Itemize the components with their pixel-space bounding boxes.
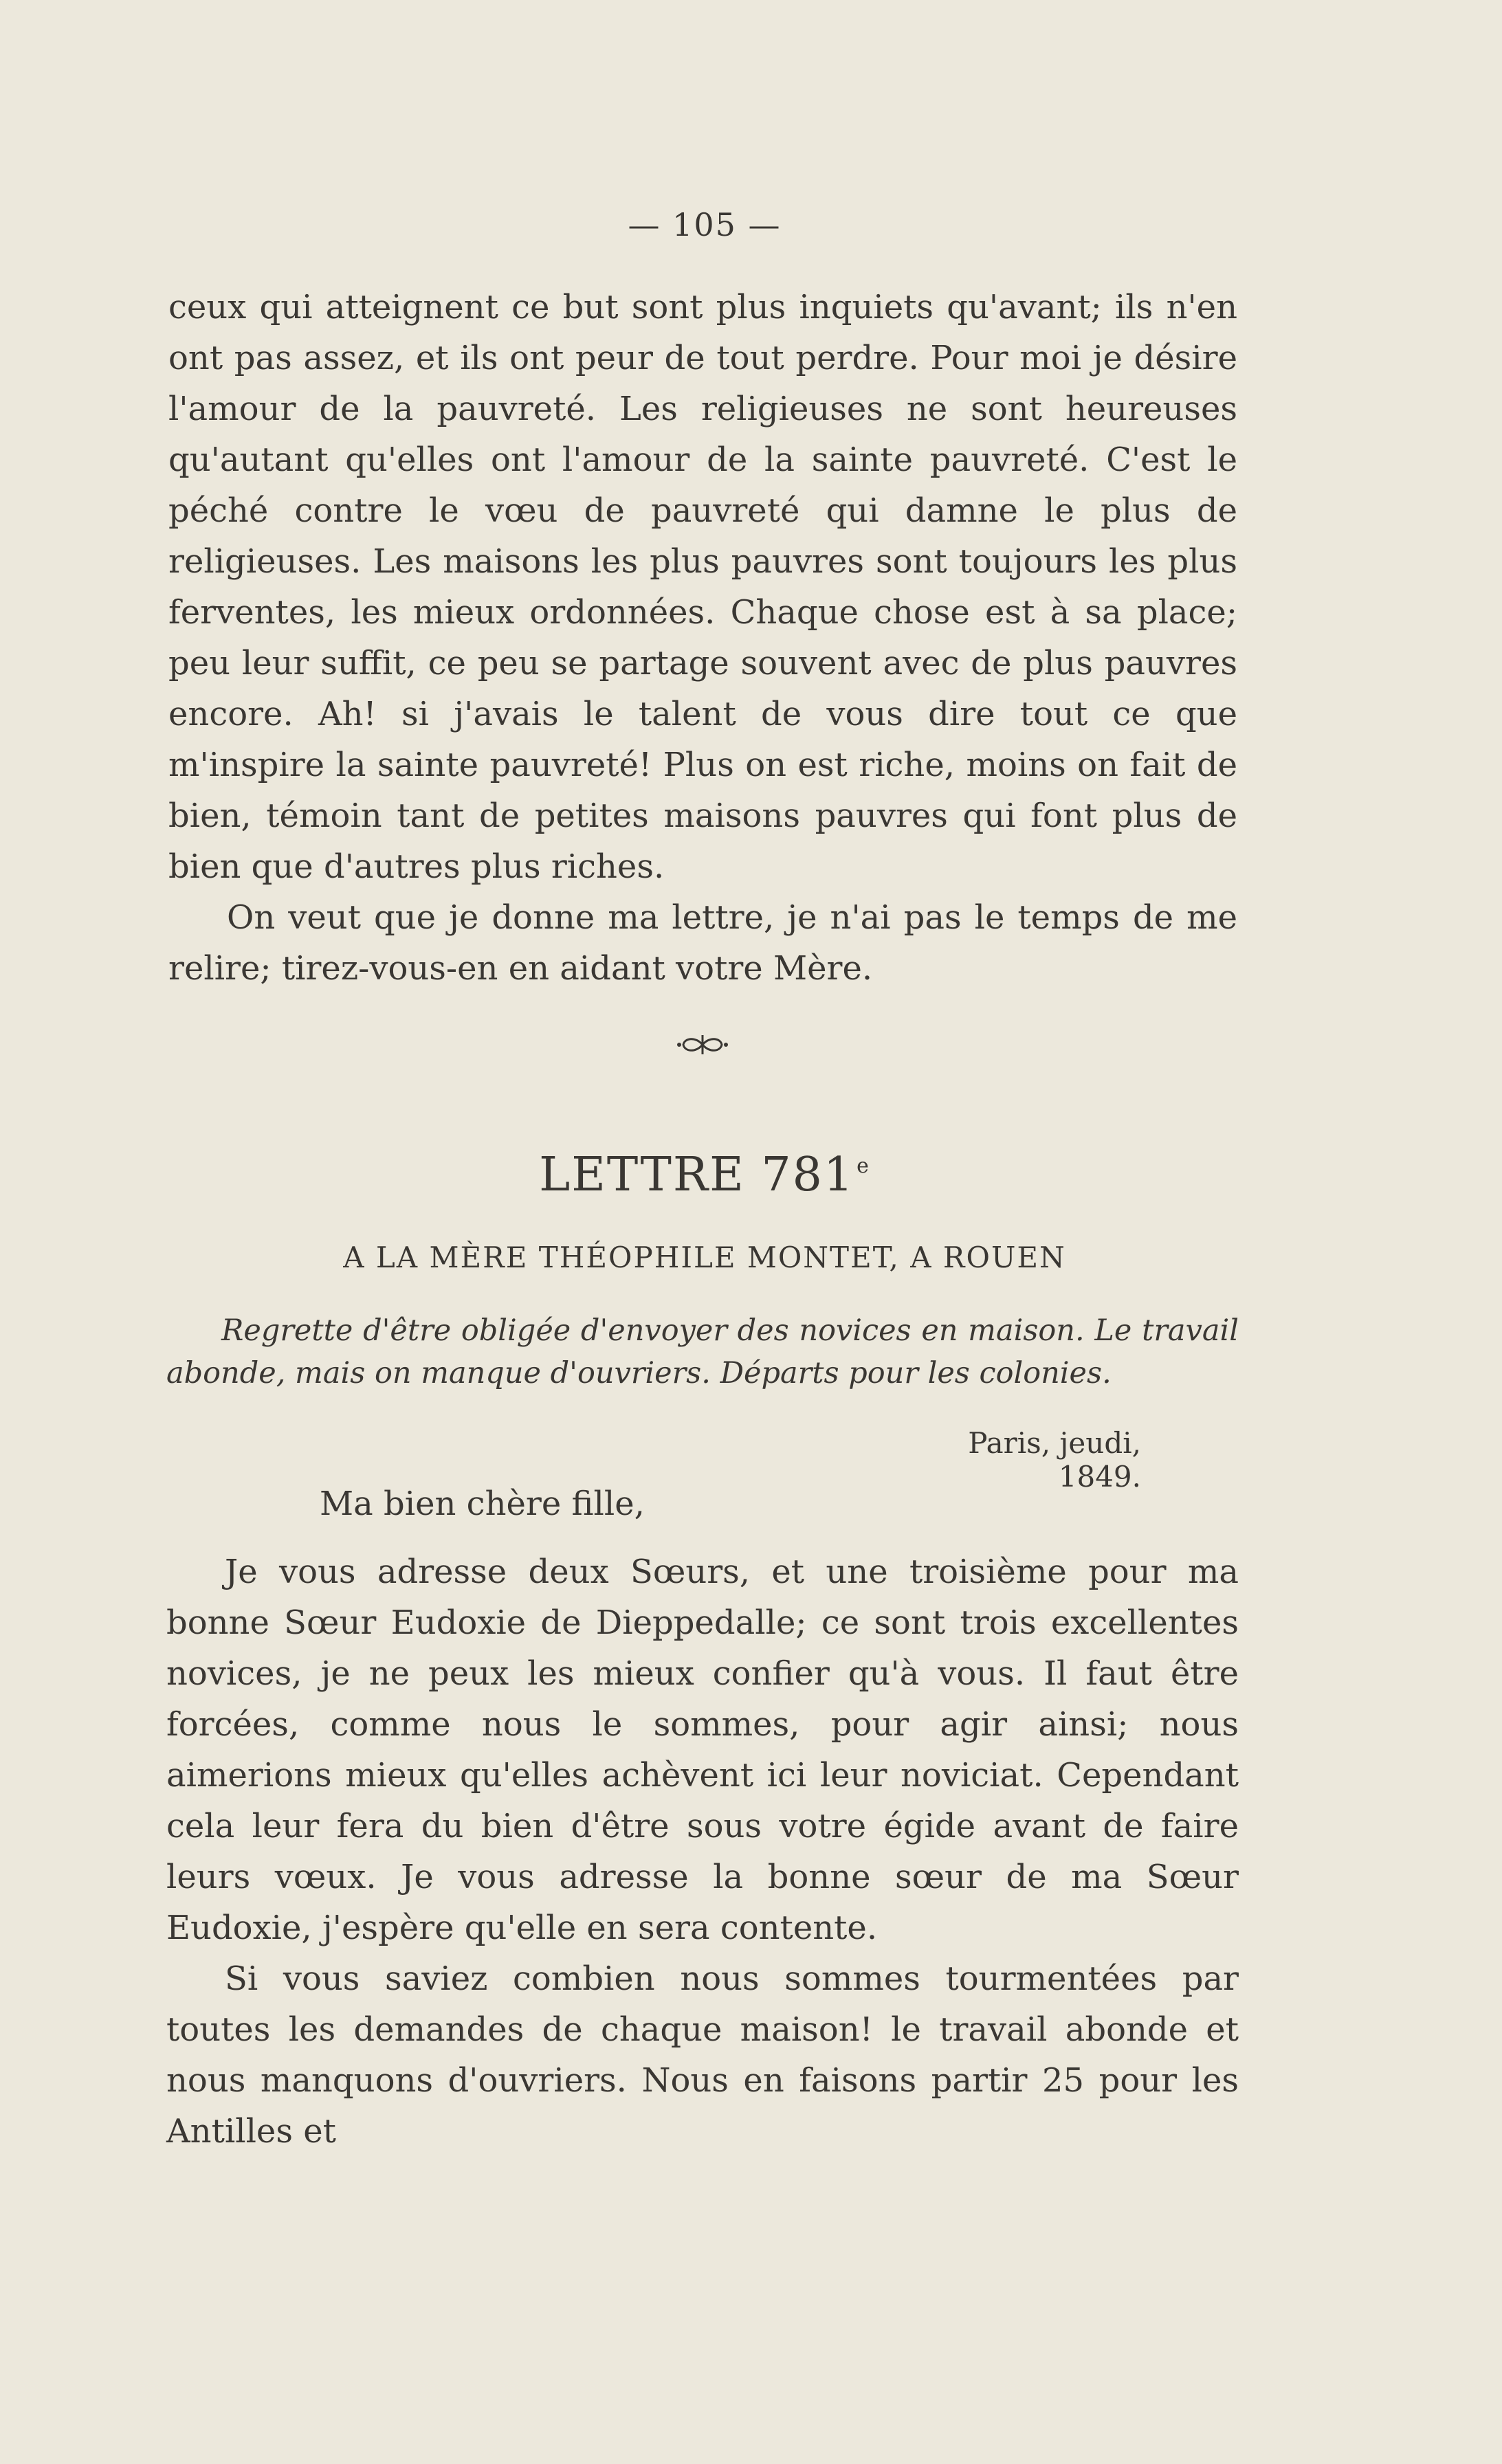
letter-salutation: Ma bien chère fille, — [320, 1485, 645, 1523]
letter-dateline: Paris, jeudi, 1849. — [968, 1426, 1141, 1494]
body-paragraph: ceux qui atteignent ce but sont plus inquiets qu'avant; ils n'en ont pas assez, et ils ont peur de tout perdre. Pour moi je désire l'amour de la pauvreté. Les religieuses ne sont heureuses qu'autant qu'elles ont l'amour de la sainte pauvreté. C'est le péché contre le vœu de pauvreté qui damne le plus de religieuses. Les maisons les plus pauvres sont toujours les plus ferventes, les mieux ordonnées. Chaque chose est à sa place; peu leur suffit, ce peu se partage souvent avec de plus pauvres encore. Ah! si j'avais le talent de vous dire tout ce que m'inspire la sainte pauvreté! Plus on est riche, moins on fait de bien, témoin tant de petites maisons pauvres qui font plus de bien que d'autres plus riches. — [168, 288, 1237, 886]
fleuron-ornament-icon — [675, 1031, 730, 1058]
letter-body — [166, 1546, 1239, 2157]
body-paragraph: Je vous adresse deux Sœurs, et une troisième pour ma bonne Sœur Eudoxie de Dieppedalle; ce sont trois excellentes novices, je ne peux les mieux confier qu'à vous. Il faut être forcées, comme nous le sommes, pour agir ainsi; nous aimerions mieux qu'elles achèvent ici leur noviciat. Cependant cela leur fera du bien d'être sous votre égide avant de faire leurs vœux. Je vous adresse la bonne sœur de ma Sœur Eudoxie, j'espère qu'elle en sera contente. — [166, 1553, 1239, 1947]
letter-recipient: A LA MÈRE THÉOPHILE MONTET, A ROUEN — [343, 1241, 1066, 1274]
letter-title — [0, 1148, 1409, 1202]
letter-title-suffix: e — [857, 1154, 870, 1178]
body-paragraph: On veut que je donne ma lettre, je n'ai pas le temps de me relire; tirez-vous-en en aidant votre Mère. — [168, 898, 1237, 988]
page-number: — 105 — — [628, 206, 782, 243]
letter-summary: Regrette d'être obligée d'envoyer des novices en maison. Le travail abonde, mais on manque d'ouvriers. Départs pour les colonies. — [166, 1313, 1239, 1390]
previous-letter-text — [168, 282, 1237, 994]
body-paragraph: Si vous saviez combien nous sommes tourmentées par toutes les demandes de chaque maison! le travail abonde et nous manquons d'ouvriers. Nous en faisons partir 25 pour les Antilles et — [166, 1960, 1239, 2151]
letter-title-text: LETTRE 781 — [539, 1148, 855, 1202]
